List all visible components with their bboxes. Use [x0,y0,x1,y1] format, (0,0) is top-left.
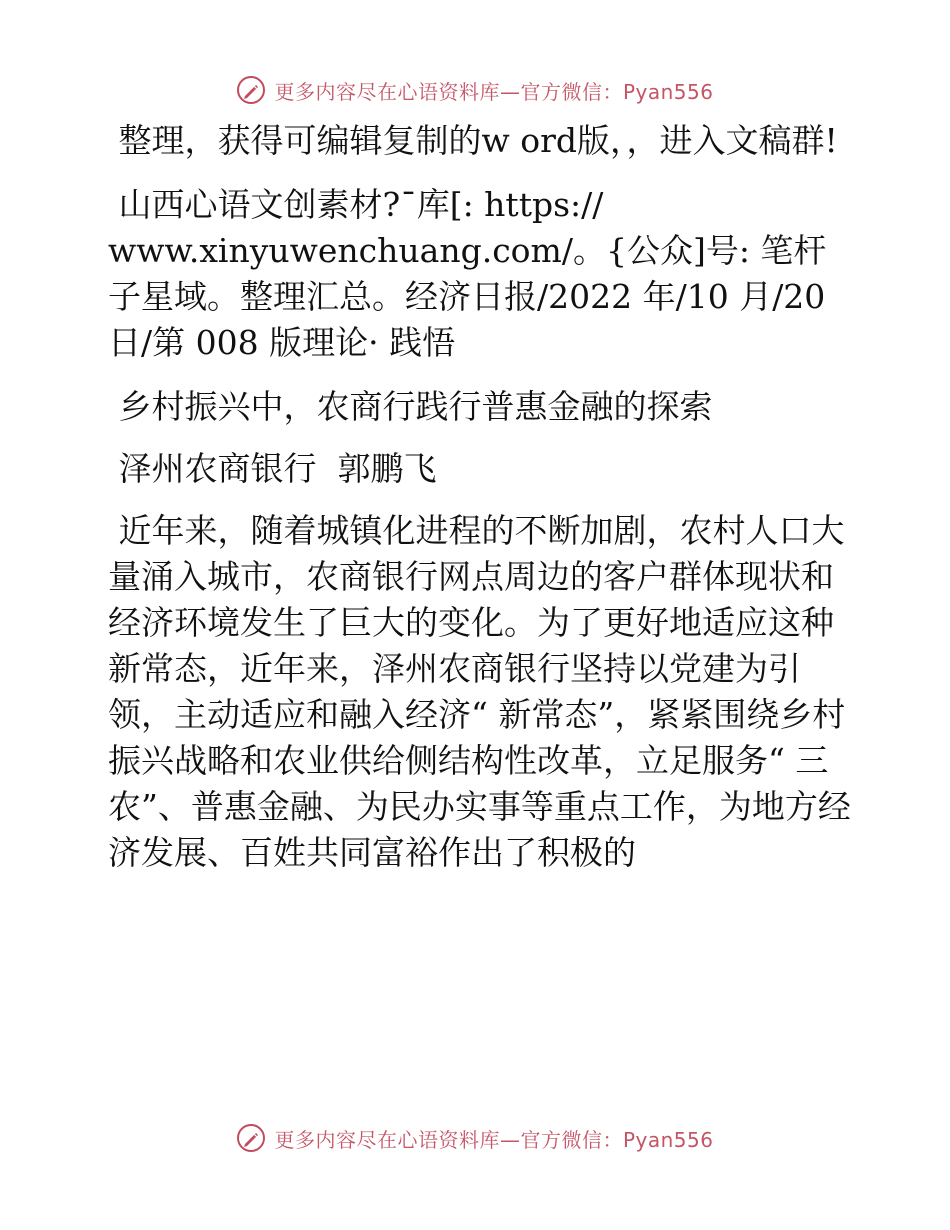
pen-circle-icon [236,1123,266,1153]
footer-watermark-text: 更多内容尽在心语资料库—官方微信：Pyan556 [274,1127,714,1152]
pen-circle-icon [236,75,266,105]
document-content [98,118,858,876]
paragraph-1: 整理，获得可编辑复制的w ord版，，进入文稿群! [108,121,838,160]
footer-watermark [0,1118,950,1158]
article-author: 泽州农商银行 郭鹏飞 [108,449,437,488]
header-watermark-text: 更多内容尽在心语资料库—官方微信：Pyan556 [274,79,714,104]
paragraph-2: 山西心语文创素材?¯库[: https:// www.xinyuwenchuang.com/。{公众]号: 笔杆子星域。整理汇总。经济日报/2022 年/10 月/20 日/第 008 版理论· 践悟 [108,185,827,362]
header-watermark [0,70,950,110]
article-body: 近年来，随着城镇化进程的不断加剧，农村人口大量涌入城市，农商银行网点周边的客户群体现状和经济环境发生了巨大的变化。为了更好地适应这种新常态，近年来，泽州农商银行坚持以党建为引领，主动适应和融入经济“ 新常态”，紧紧围绕乡村振兴战略和农业供给侧结构性改革，立足服务“ 三农”、普惠金融、为民办实事等重点工作，为地方经济发展、百姓共同富裕作出了积极的 [108,511,851,872]
article-title: 乡村振兴中，农商行践行普惠金融的探索 [108,387,713,426]
